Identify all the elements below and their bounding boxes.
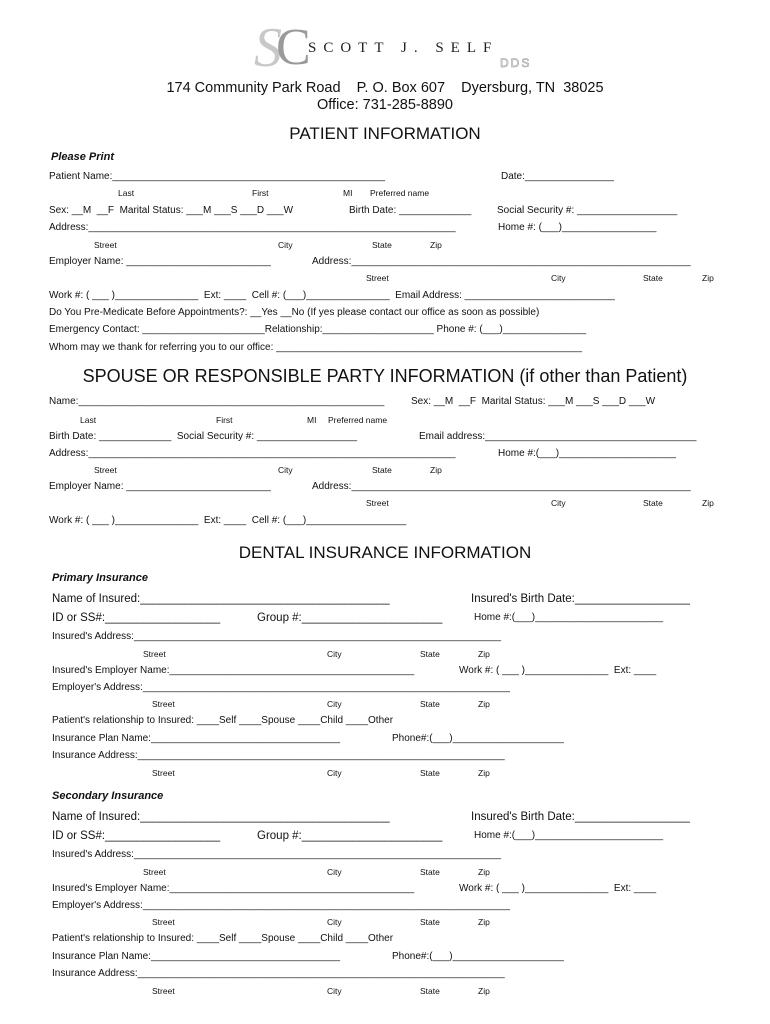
sub-label-city: City <box>327 867 342 877</box>
secondary-plan-address-field[interactable]: Insurance Address:__________________________________________________________________ <box>52 968 505 979</box>
secondary-insured-birth-field[interactable]: Insured's Birth Date:__________________ <box>471 811 690 823</box>
sub-label-street: Street <box>152 699 175 709</box>
primary-insured-birth-field[interactable]: Insured's Birth Date:__________________ <box>471 593 690 605</box>
sub-label-street: Street <box>143 649 166 659</box>
sub-label-zip: Zip <box>702 498 714 508</box>
primary-insured-address-field[interactable]: Insured's Address:__________________________________________________________________ <box>52 631 502 642</box>
sub-label-street: Street <box>366 498 389 508</box>
sub-label-street: Street <box>143 867 166 877</box>
sub-label-zip: Zip <box>430 465 442 475</box>
sub-label-street: Street <box>152 768 175 778</box>
spouse-email-field[interactable]: Email address:______________________________________ <box>419 431 697 442</box>
sub-label-first: First <box>216 415 233 425</box>
practice-phone: Office: 731-285-8890 <box>317 97 453 113</box>
spouse-address-field[interactable]: Address:__________________________________________________________________ <box>49 448 456 459</box>
please-print-label: Please Print <box>51 151 114 163</box>
secondary-insured-employer-field[interactable]: Insured's Employer Name:____________________________________________ <box>52 883 415 894</box>
patient-referral-field[interactable]: Whom may we thank for referring you to our office: _______________________________________________________ <box>49 342 583 353</box>
sub-label-state: State <box>643 273 663 283</box>
patient-name-field[interactable]: Patient Name:_________________________________________________ <box>49 171 385 182</box>
secondary-home-phone-field[interactable]: Home #:(___)_______________________ <box>474 830 664 841</box>
sub-label-zip: Zip <box>478 917 490 927</box>
logo-monogram-accent-icon: C <box>276 19 311 76</box>
sub-label-state: State <box>420 699 440 709</box>
sub-label-city: City <box>327 649 342 659</box>
secondary-insurance-label: Secondary Insurance <box>52 790 164 802</box>
sub-label-street: Street <box>152 986 175 996</box>
patient-employer-field[interactable]: Employer Name: __________________________ <box>49 256 271 267</box>
patient-section-title: PATIENT INFORMATION <box>289 124 481 143</box>
practice-logo <box>254 17 532 79</box>
secondary-insured-name-field[interactable]: Name of Insured:_______________________________________ <box>52 811 390 823</box>
sub-label-state: State <box>372 240 392 250</box>
sub-label-city: City <box>327 768 342 778</box>
secondary-insured-address-field[interactable]: Insured's Address:__________________________________________________________________ <box>52 849 502 860</box>
spouse-home-phone-field[interactable]: Home #:(___)_____________________ <box>498 448 676 459</box>
sub-label-mi: MI <box>343 188 353 198</box>
secondary-relationship-field[interactable]: Patient's relationship to Insured: ____Self ____Spouse ____Child ____Other <box>52 933 394 944</box>
primary-id-field[interactable]: ID or SS#:__________________ <box>52 612 221 624</box>
sub-label-state: State <box>643 498 663 508</box>
sub-label-city: City <box>278 240 293 250</box>
sub-label-state: State <box>420 867 440 877</box>
sub-label-preferred: Preferred name <box>328 415 388 425</box>
logo-monogram-icon: S <box>254 17 282 79</box>
sub-label-preferred: Preferred name <box>370 188 430 198</box>
sub-label-city: City <box>327 917 342 927</box>
patient-date-field[interactable]: Date:________________ <box>501 171 614 182</box>
primary-plan-address-field[interactable]: Insurance Address:__________________________________________________________________ <box>52 750 505 761</box>
patient-address-field[interactable]: Address:__________________________________________________________________ <box>49 222 456 233</box>
spouse-section-title: SPOUSE OR RESPONSIBLE PARTY INFORMATION (if other than Patient) <box>82 366 688 386</box>
patient-premedicate-field[interactable]: Do You Pre-Medicate Before Appointments?: __Yes __No (If yes please contact our office as soon as possible) <box>49 307 540 318</box>
primary-relationship-field[interactable]: Patient's relationship to Insured: ____Self ____Spouse ____Child ____Other <box>52 715 394 726</box>
sub-label-zip: Zip <box>478 699 490 709</box>
sub-label-city: City <box>551 273 566 283</box>
sub-label-city: City <box>327 986 342 996</box>
primary-work-phone-field[interactable]: Work #: ( ___ )_______________ Ext: ____ <box>459 665 657 676</box>
sub-label-street: Street <box>366 273 389 283</box>
spouse-employer-address-field[interactable]: Address:_____________________________________________________________ <box>312 481 691 492</box>
dental-section-title: DENTAL INSURANCE INFORMATION <box>238 543 532 562</box>
patient-emergency-contact-field[interactable]: Emergency Contact: ______________________Relationship:____________________ Phone #: (___)_______________ <box>49 324 587 335</box>
sub-label-city: City <box>551 498 566 508</box>
secondary-id-field[interactable]: ID or SS#:__________________ <box>52 830 221 842</box>
sub-label-state: State <box>420 986 440 996</box>
sub-label-zip: Zip <box>478 986 490 996</box>
patient-sex-marital-field[interactable]: Sex: __M __F Marital Status: ___M ___S ___D ___W <box>49 205 294 216</box>
sub-label-street: Street <box>152 917 175 927</box>
primary-employer-address-field[interactable]: Employer's Address:__________________________________________________________________ <box>52 682 510 693</box>
sub-label-zip: Zip <box>478 768 490 778</box>
sub-label-state: State <box>420 649 440 659</box>
sub-label-state: State <box>372 465 392 475</box>
primary-insured-employer-field[interactable]: Insured's Employer Name:____________________________________________ <box>52 665 415 676</box>
secondary-plan-phone-field[interactable]: Phone#:(___)____________________ <box>392 951 564 962</box>
sub-label-street: Street <box>94 465 117 475</box>
patient-work-cell-email-field[interactable]: Work #: ( ___ )_______________ Ext: ____ Cell #: (___)_______________ Email Address: ___________________________ <box>49 290 615 301</box>
spouse-sex-marital-field[interactable]: Sex: __M __F Marital Status: ___M ___S ___D ___W <box>411 396 656 407</box>
secondary-group-field[interactable]: Group #:______________________ <box>257 830 443 842</box>
primary-plan-phone-field[interactable]: Phone#:(___)____________________ <box>392 733 564 744</box>
primary-plan-name-field[interactable]: Insurance Plan Name:__________________________________ <box>52 733 341 744</box>
sub-label-city: City <box>278 465 293 475</box>
sub-label-state: State <box>420 917 440 927</box>
sub-label-last: Last <box>118 188 135 198</box>
patient-ssn-field[interactable]: Social Security #: __________________ <box>497 205 678 216</box>
primary-home-phone-field[interactable]: Home #:(___)_______________________ <box>474 612 664 623</box>
primary-insurance-label: Primary Insurance <box>52 572 148 584</box>
sub-label-zip: Zip <box>430 240 442 250</box>
sub-label-zip: Zip <box>478 649 490 659</box>
patient-employer-address-field[interactable]: Address:_____________________________________________________________ <box>312 256 691 267</box>
primary-group-field[interactable]: Group #:______________________ <box>257 612 443 624</box>
sub-label-first: First <box>252 188 269 198</box>
secondary-employer-address-field[interactable]: Employer's Address:__________________________________________________________________ <box>52 900 510 911</box>
primary-insured-name-field[interactable]: Name of Insured:_______________________________________ <box>52 593 390 605</box>
spouse-work-cell-field[interactable]: Work #: ( ___ )_______________ Ext: ____ Cell #: (___)__________________ <box>49 515 407 526</box>
patient-home-phone-field[interactable]: Home #: (___)_________________ <box>498 222 657 233</box>
spouse-birth-ssn-field[interactable]: Birth Date: _____________ Social Security #: __________________ <box>49 431 358 442</box>
sub-label-mi: MI <box>307 415 317 425</box>
spouse-employer-field[interactable]: Employer Name: __________________________ <box>49 481 271 492</box>
sub-label-street: Street <box>94 240 117 250</box>
logo-name: SCOTT J. SELF <box>308 40 499 56</box>
sub-label-zip: Zip <box>478 867 490 877</box>
secondary-plan-name-field[interactable]: Insurance Plan Name:__________________________________ <box>52 951 341 962</box>
sub-label-state: State <box>420 768 440 778</box>
spouse-name-field[interactable]: Name:_______________________________________________________ <box>49 396 385 407</box>
sub-label-zip: Zip <box>702 273 714 283</box>
secondary-work-phone-field[interactable]: Work #: ( ___ )_______________ Ext: ____ <box>459 883 657 894</box>
logo-dds: DDS <box>500 56 532 70</box>
practice-address: 174 Community Park Road P. O. Box 607 Dyersburg, TN 38025 <box>166 80 604 96</box>
patient-birth-date-field[interactable]: Birth Date: _____________ <box>349 205 472 216</box>
sub-label-city: City <box>327 699 342 709</box>
sub-label-last: Last <box>80 415 97 425</box>
